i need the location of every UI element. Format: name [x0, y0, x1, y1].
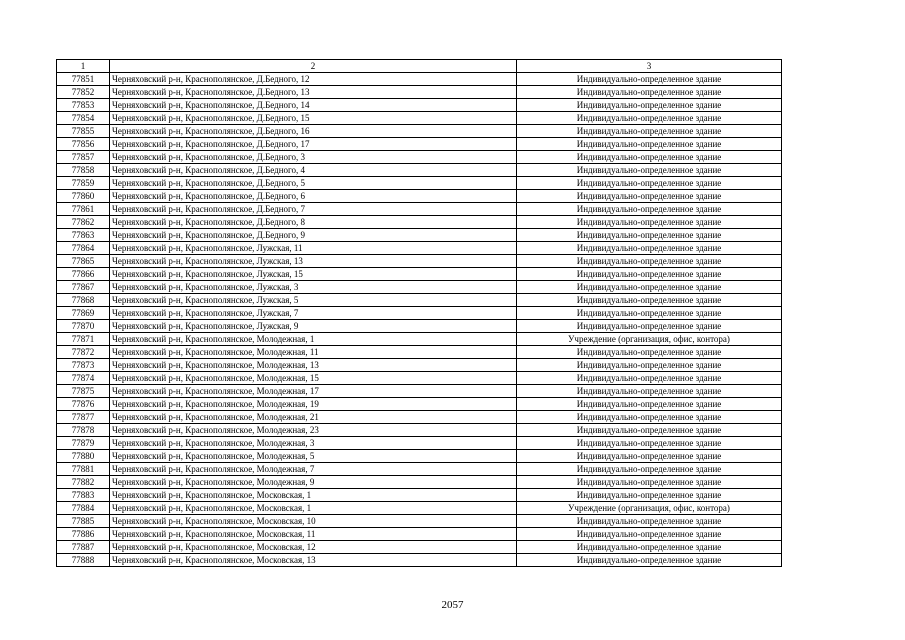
object-type-cell: Индивидуально-определенное здание — [517, 281, 782, 294]
object-type-cell: Индивидуально-определенное здание — [517, 307, 782, 320]
table-row — [57, 463, 782, 476]
address-cell: Черняховский р-н, Краснополянское, Молодежная, 15 — [110, 372, 517, 385]
object-type-cell: Индивидуально-определенное здание — [517, 372, 782, 385]
record-number-cell: 77872 — [57, 346, 110, 359]
column-header-3: 3 — [517, 60, 782, 73]
address-cell: Черняховский р-н, Краснополянское, Д.Бедного, 7 — [110, 203, 517, 216]
object-type-cell: Учреждение (организация, офис, контора) — [517, 502, 782, 515]
table-row — [57, 164, 782, 177]
table-row — [57, 372, 782, 385]
record-number-cell: 77873 — [57, 359, 110, 372]
table-header — [57, 60, 782, 73]
record-number-cell: 77882 — [57, 476, 110, 489]
record-number-cell: 77853 — [57, 99, 110, 112]
record-number-cell: 77886 — [57, 528, 110, 541]
table-row — [57, 489, 782, 502]
record-number-cell: 77855 — [57, 125, 110, 138]
table-row — [57, 216, 782, 229]
object-type-cell: Индивидуально-определенное здание — [517, 242, 782, 255]
table-row — [57, 177, 782, 190]
object-type-cell: Индивидуально-определенное здание — [517, 554, 782, 567]
table-row — [57, 112, 782, 125]
address-cell: Черняховский р-н, Краснополянское, Московская, 1 — [110, 489, 517, 502]
record-number-cell: 77878 — [57, 424, 110, 437]
address-cell: Черняховский р-н, Краснополянское, Д.Бедного, 15 — [110, 112, 517, 125]
address-cell: Черняховский р-н, Краснополянское, Д.Бедного, 13 — [110, 86, 517, 99]
table-row — [57, 86, 782, 99]
record-number-cell: 77884 — [57, 502, 110, 515]
table-row — [57, 294, 782, 307]
address-cell: Черняховский р-н, Краснополянское, Д.Бедного, 9 — [110, 229, 517, 242]
table-row — [57, 515, 782, 528]
object-type-cell: Индивидуально-определенное здание — [517, 177, 782, 190]
record-number-cell: 77867 — [57, 281, 110, 294]
record-number-cell: 77864 — [57, 242, 110, 255]
record-number-cell: 77881 — [57, 463, 110, 476]
record-number-cell: 77863 — [57, 229, 110, 242]
table-row — [57, 138, 782, 151]
object-type-cell: Индивидуально-определенное здание — [517, 528, 782, 541]
table-row — [57, 307, 782, 320]
address-cell: Черняховский р-н, Краснополянское, Лужская, 3 — [110, 281, 517, 294]
address-cell: Черняховский р-н, Краснополянское, Д.Бедного, 5 — [110, 177, 517, 190]
object-type-cell: Индивидуально-определенное здание — [517, 463, 782, 476]
table-row — [57, 73, 782, 86]
address-cell: Черняховский р-н, Краснополянское, Лужская, 13 — [110, 255, 517, 268]
table-row — [57, 125, 782, 138]
record-number-cell: 77868 — [57, 294, 110, 307]
table-row — [57, 502, 782, 515]
record-number-cell: 77876 — [57, 398, 110, 411]
address-cell: Черняховский р-н, Краснополянское, Лужская, 11 — [110, 242, 517, 255]
address-cell: Черняховский р-н, Краснополянское, Молодежная, 11 — [110, 346, 517, 359]
table-row — [57, 398, 782, 411]
address-cell: Черняховский р-н, Краснополянское, Д.Бедного, 16 — [110, 125, 517, 138]
table-row — [57, 255, 782, 268]
record-number-cell: 77866 — [57, 268, 110, 281]
address-cell: Черняховский р-н, Краснополянское, Д.Бедного, 4 — [110, 164, 517, 177]
table-row — [57, 242, 782, 255]
object-type-cell: Индивидуально-определенное здание — [517, 73, 782, 86]
record-number-cell: 77885 — [57, 515, 110, 528]
table-row — [57, 151, 782, 164]
table-row — [57, 554, 782, 567]
table-row — [57, 476, 782, 489]
record-number-cell: 77854 — [57, 112, 110, 125]
object-type-cell: Индивидуально-определенное здание — [517, 437, 782, 450]
object-type-cell: Индивидуально-определенное здание — [517, 268, 782, 281]
object-type-cell: Индивидуально-определенное здание — [517, 359, 782, 372]
registry-table — [56, 59, 782, 567]
object-type-cell: Индивидуально-определенное здание — [517, 203, 782, 216]
table-row — [57, 99, 782, 112]
object-type-cell: Индивидуально-определенное здание — [517, 151, 782, 164]
record-number-cell: 77883 — [57, 489, 110, 502]
address-cell: Черняховский р-н, Краснополянское, Лужская, 9 — [110, 320, 517, 333]
address-cell: Черняховский р-н, Краснополянское, Молодежная, 5 — [110, 450, 517, 463]
record-number-cell: 77856 — [57, 138, 110, 151]
object-type-cell: Индивидуально-определенное здание — [517, 99, 782, 112]
object-type-cell: Индивидуально-определенное здание — [517, 190, 782, 203]
record-number-cell: 77859 — [57, 177, 110, 190]
record-number-cell: 77888 — [57, 554, 110, 567]
address-cell: Черняховский р-н, Краснополянское, Д.Бедного, 17 — [110, 138, 517, 151]
table-row — [57, 346, 782, 359]
table-row — [57, 541, 782, 554]
address-cell: Черняховский р-н, Краснополянское, Молодежная, 21 — [110, 411, 517, 424]
address-cell: Черняховский р-н, Краснополянское, Молодежная, 3 — [110, 437, 517, 450]
address-cell: Черняховский р-н, Краснополянское, Московская, 1 — [110, 502, 517, 515]
record-number-cell: 77869 — [57, 307, 110, 320]
column-header-1: 1 — [57, 60, 110, 73]
address-cell: Черняховский р-н, Краснополянское, Московская, 12 — [110, 541, 517, 554]
object-type-cell: Индивидуально-определенное здание — [517, 138, 782, 151]
object-type-cell: Учреждение (организация, офис, контора) — [517, 333, 782, 346]
table-row — [57, 229, 782, 242]
record-number-cell: 77887 — [57, 541, 110, 554]
object-type-cell: Индивидуально-определенное здание — [517, 411, 782, 424]
table-body — [57, 73, 782, 567]
address-cell: Черняховский р-н, Краснополянское, Д.Бедного, 12 — [110, 73, 517, 86]
table-row — [57, 437, 782, 450]
address-cell: Черняховский р-н, Краснополянское, Молодежная, 23 — [110, 424, 517, 437]
object-type-cell: Индивидуально-определенное здание — [517, 541, 782, 554]
table-row — [57, 320, 782, 333]
table-row — [57, 359, 782, 372]
address-cell: Черняховский р-н, Краснополянское, Д.Бедного, 14 — [110, 99, 517, 112]
record-number-cell: 77861 — [57, 203, 110, 216]
object-type-cell: Индивидуально-определенное здание — [517, 164, 782, 177]
record-number-cell: 77875 — [57, 385, 110, 398]
address-cell: Черняховский р-н, Краснополянское, Д.Бедного, 3 — [110, 151, 517, 164]
object-type-cell: Индивидуально-определенное здание — [517, 398, 782, 411]
record-number-cell: 77874 — [57, 372, 110, 385]
record-number-cell: 77862 — [57, 216, 110, 229]
record-number-cell: 77860 — [57, 190, 110, 203]
object-type-cell: Индивидуально-определенное здание — [517, 125, 782, 138]
table-row — [57, 424, 782, 437]
object-type-cell: Индивидуально-определенное здание — [517, 86, 782, 99]
table-row — [57, 268, 782, 281]
object-type-cell: Индивидуально-определенное здание — [517, 346, 782, 359]
address-cell: Черняховский р-н, Краснополянское, Лужская, 7 — [110, 307, 517, 320]
address-cell: Черняховский р-н, Краснополянское, Д.Бедного, 6 — [110, 190, 517, 203]
address-cell: Черняховский р-н, Краснополянское, Московская, 13 — [110, 554, 517, 567]
address-cell: Черняховский р-н, Краснополянское, Молодежная, 9 — [110, 476, 517, 489]
record-number-cell: 77857 — [57, 151, 110, 164]
record-number-cell: 77870 — [57, 320, 110, 333]
table-row — [57, 190, 782, 203]
object-type-cell: Индивидуально-определенное здание — [517, 476, 782, 489]
address-cell: Черняховский р-н, Краснополянское, Лужская, 5 — [110, 294, 517, 307]
object-type-cell: Индивидуально-определенное здание — [517, 216, 782, 229]
object-type-cell: Индивидуально-определенное здание — [517, 489, 782, 502]
record-number-cell: 77879 — [57, 437, 110, 450]
object-type-cell: Индивидуально-определенное здание — [517, 515, 782, 528]
table-row — [57, 333, 782, 346]
address-cell: Черняховский р-н, Краснополянское, Молодежная, 17 — [110, 385, 517, 398]
table-row — [57, 385, 782, 398]
object-type-cell: Индивидуально-определенное здание — [517, 424, 782, 437]
address-cell: Черняховский р-н, Краснополянское, Московская, 10 — [110, 515, 517, 528]
record-number-cell: 77865 — [57, 255, 110, 268]
address-cell: Черняховский р-н, Краснополянское, Молодежная, 19 — [110, 398, 517, 411]
record-number-cell: 77871 — [57, 333, 110, 346]
column-header-2: 2 — [110, 60, 517, 73]
record-number-cell: 77852 — [57, 86, 110, 99]
object-type-cell: Индивидуально-определенное здание — [517, 294, 782, 307]
object-type-cell: Индивидуально-определенное здание — [517, 320, 782, 333]
header-row — [57, 60, 782, 73]
table-row — [57, 281, 782, 294]
address-cell: Черняховский р-н, Краснополянское, Молодежная, 1 — [110, 333, 517, 346]
record-number-cell: 77880 — [57, 450, 110, 463]
address-cell: Черняховский р-н, Краснополянское, Московская, 11 — [110, 528, 517, 541]
address-cell: Черняховский р-н, Краснополянское, Молодежная, 7 — [110, 463, 517, 476]
table-row — [57, 203, 782, 216]
table-row — [57, 411, 782, 424]
record-number-cell: 77851 — [57, 73, 110, 86]
object-type-cell: Индивидуально-определенное здание — [517, 450, 782, 463]
table-row — [57, 528, 782, 541]
record-number-cell: 77858 — [57, 164, 110, 177]
address-cell: Черняховский р-н, Краснополянское, Лужская, 15 — [110, 268, 517, 281]
address-cell: Черняховский р-н, Краснополянское, Молодежная, 13 — [110, 359, 517, 372]
object-type-cell: Индивидуально-определенное здание — [517, 112, 782, 125]
page-number: 2057 — [441, 599, 464, 611]
record-number-cell: 77877 — [57, 411, 110, 424]
object-type-cell: Индивидуально-определенное здание — [517, 385, 782, 398]
object-type-cell: Индивидуально-определенное здание — [517, 229, 782, 242]
object-type-cell: Индивидуально-определенное здание — [517, 255, 782, 268]
address-cell: Черняховский р-н, Краснополянское, Д.Бедного, 8 — [110, 216, 517, 229]
table-row — [57, 450, 782, 463]
